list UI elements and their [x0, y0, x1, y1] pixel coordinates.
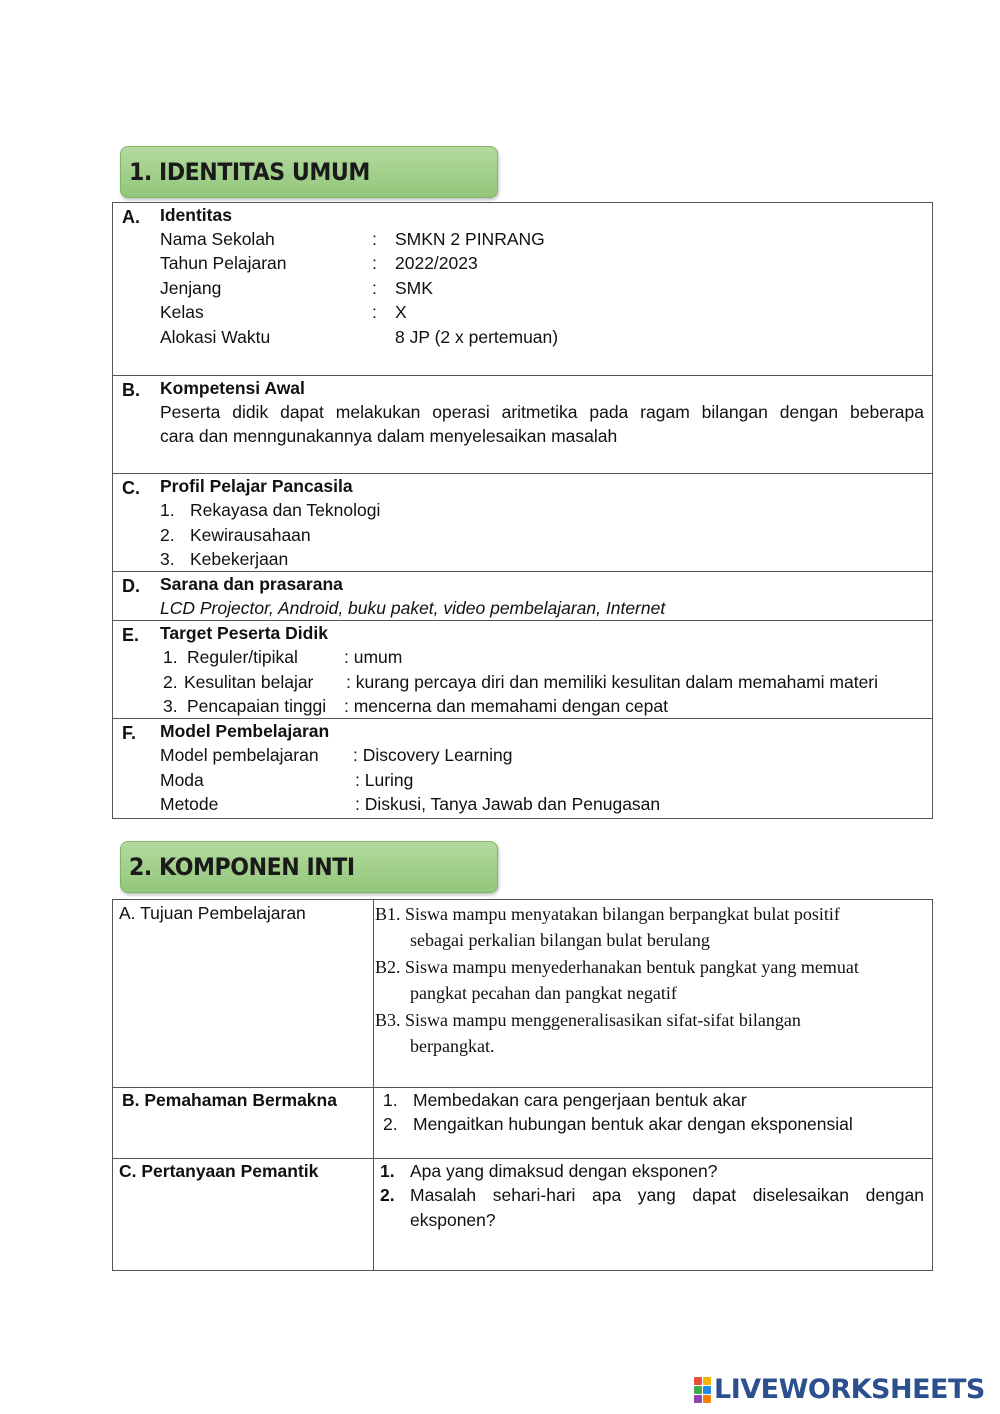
section-title: Profil Pelajar Pancasila: [160, 476, 353, 496]
logo-mark-icon: [694, 1377, 711, 1403]
section-1-heading: 1. IDENTITAS UMUM: [129, 158, 370, 186]
list-number: 1.: [160, 500, 175, 520]
tujuan-line: pangkat pecahan dan pangkat negatif: [410, 983, 677, 1003]
row-value: 2022/2023: [395, 253, 478, 273]
target-value: : umum: [344, 647, 403, 667]
section-title: Target Peserta Didik: [160, 623, 328, 643]
tujuan-line: B2. Siswa mampu menyederhanakan bentuk pangkat yang memuat: [375, 957, 859, 977]
list-number: 3.: [160, 549, 175, 569]
list-text: Kebekerjaan: [190, 549, 289, 569]
kompetensi-text-line-2: cara dan menngunakannya dalam menyelesaikan masalah: [160, 426, 618, 446]
liveworksheets-logo: [694, 1374, 985, 1405]
logo-text: LIVEWORKSHEETS: [714, 1374, 985, 1405]
row-separator: :: [372, 229, 377, 249]
list-text: Kewirausahaan: [190, 525, 311, 545]
section-1-heading-banner: [120, 146, 498, 198]
row-label: Nama Sekolah: [160, 229, 275, 249]
section-letter: D.: [122, 576, 140, 596]
tujuan-line: B3. Siswa mampu menggeneralisasikan sifat-sifat bilangan: [375, 1010, 801, 1030]
pemahaman-label: B. Pemahaman Bermakna: [122, 1090, 337, 1110]
identitas-umum-table: [112, 202, 933, 819]
section-b-kompetensi-awal: [113, 375, 932, 474]
row-label: Kelas: [160, 302, 204, 322]
list-text: Masalah sehari-hari apa yang dapat diselesaikan dengan: [410, 1185, 924, 1205]
section-2-heading: 2. KOMPONEN INTI: [129, 853, 355, 881]
model-value: : Diskusi, Tanya Jawab dan Penugasan: [355, 794, 661, 814]
row-separator: :: [372, 253, 377, 273]
row-value: 8 JP (2 x pertemuan): [395, 327, 559, 347]
section-letter: E.: [122, 625, 140, 645]
target-value: : mencerna dan memahami dengan cepat: [344, 696, 668, 716]
list-text: Apa yang dimaksud dengan eksponen?: [410, 1161, 718, 1181]
row-value: SMKN 2 PINRANG: [395, 229, 545, 249]
list-text: Membedakan cara pengerjaan bentuk akar: [413, 1090, 747, 1110]
section-d-sarana: [113, 571, 932, 621]
pertanyaan-label: C. Pertanyaan Pemantik: [119, 1161, 319, 1181]
tujuan-line: berpangkat.: [410, 1036, 495, 1056]
target-value: : kurang percaya diri dan memiliki kesulitan dalam memahami materi: [346, 672, 879, 692]
model-label: Model pembelajaran: [160, 745, 319, 765]
row-label: Jenjang: [160, 278, 222, 298]
row-value: X: [395, 302, 407, 322]
model-value: : Discovery Learning: [353, 745, 513, 765]
section-letter: C.: [122, 478, 140, 498]
section-e-target-peserta: [113, 620, 932, 719]
komponen-inti-table: [112, 899, 933, 1271]
model-value: : Luring: [355, 770, 414, 790]
row-separator: :: [372, 302, 377, 322]
list-number: 2.: [383, 1114, 398, 1134]
tujuan-line: sebagai perkalian bilangan bulat berulang: [410, 930, 710, 950]
section-letter: B.: [122, 380, 140, 400]
section-title: Identitas: [160, 205, 232, 225]
list-number: 1.: [383, 1090, 398, 1110]
section-title: Sarana dan prasarana: [160, 574, 343, 594]
row-label: Alokasi Waktu: [160, 327, 271, 347]
model-label: Moda: [160, 770, 204, 790]
list-number: 2.: [380, 1185, 395, 1205]
list-text-continued: eksponen?: [410, 1210, 496, 1230]
section-a-identitas: [113, 203, 932, 375]
list-number: 3.: [163, 696, 178, 716]
column-divider: [373, 900, 374, 1270]
section-f-model-pembelajaran: [113, 718, 932, 819]
row-label: Tahun Pelajaran: [160, 253, 287, 273]
section-letter: A.: [122, 207, 140, 227]
section-letter: F.: [122, 723, 137, 743]
kompetensi-text-line-1: Peserta didik dapat melakukan operasi aritmetika pada ragam bilangan dengan beberapa: [160, 402, 924, 422]
row-value: SMK: [395, 278, 433, 298]
target-label: Pencapaian tinggi: [187, 696, 327, 716]
sarana-text: LCD Projector, Android, buku paket, video pembelajaran, Internet: [160, 598, 666, 618]
section-title: Kompetensi Awal: [160, 378, 305, 398]
list-number: 1.: [380, 1161, 395, 1181]
list-number: 1.: [163, 647, 178, 667]
list-number: 2.: [163, 672, 178, 692]
section-c-profil-pelajar: [113, 473, 932, 572]
target-label: Reguler/tipikal: [187, 647, 298, 667]
tujuan-line: B1. Siswa mampu menyatakan bilangan berpangkat bulat positif: [375, 904, 840, 924]
model-label: Metode: [160, 794, 219, 814]
target-label: Kesulitan belajar: [184, 672, 314, 692]
list-text: Mengaitkan hubungan bentuk akar dengan eksponensial: [413, 1114, 853, 1134]
row-separator: :: [372, 278, 377, 298]
list-number: 2.: [160, 525, 175, 545]
section-title: Model Pembelajaran: [160, 721, 330, 741]
list-text: Rekayasa dan Teknologi: [190, 500, 381, 520]
section-2-heading-banner: [120, 841, 498, 893]
tujuan-label: A. Tujuan Pembelajaran: [119, 903, 306, 923]
